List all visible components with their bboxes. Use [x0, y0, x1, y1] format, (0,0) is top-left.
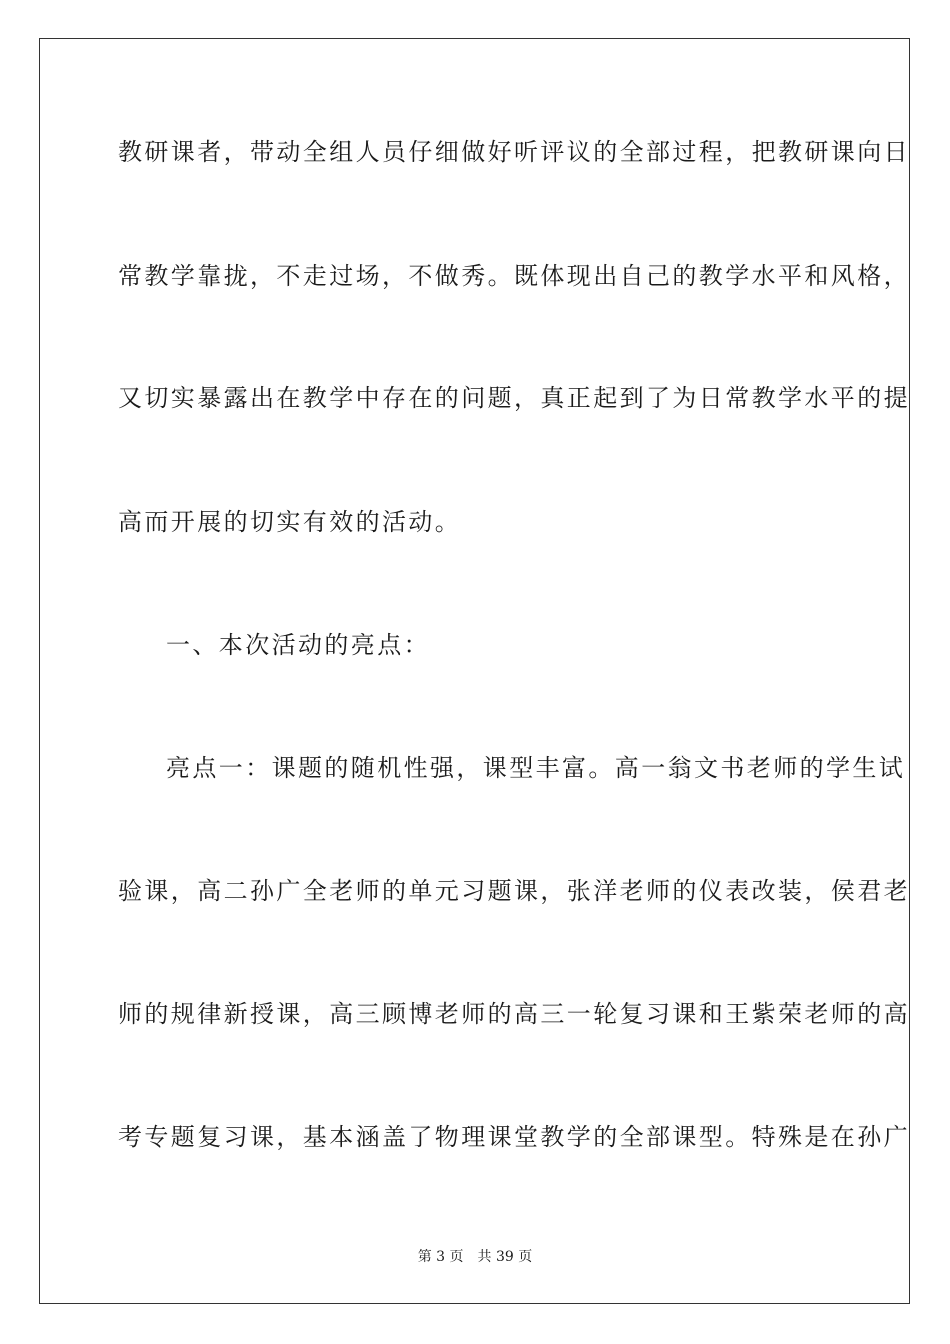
body-text-line: 考专题复习课，基本涵盖了物理课堂教学的全部课型。特殊是在孙广 — [118, 1123, 910, 1151]
body-text-line: 高而开展的切实有效的活动。 — [118, 508, 462, 536]
page-total: 共 39 页 — [477, 1249, 533, 1265]
page-border — [39, 38, 910, 1304]
body-text-line: 常教学靠拢，不走过场，不做秀。既体现出自己的教学水平和风格， — [118, 262, 910, 290]
page-footer — [0, 1248, 950, 1266]
body-text-line: 又切实暴露出在教学中存在的问题，真正起到了为日常教学水平的提 — [118, 384, 910, 412]
section-heading: 一、本次活动的亮点： — [166, 631, 430, 659]
body-text-line: 师的规律新授课，高三顾博老师的高三一轮复习课和王紫荣老师的高 — [118, 1000, 910, 1028]
body-text-line: 教研课者，带动全组人员仔细做好听评议的全部过程，把教研课向日 — [118, 138, 910, 166]
body-text-line: 亮点一：课题的随机性强，课型丰富。高一翁文书老师的学生试 — [166, 754, 906, 782]
page-number: 第 3 页 — [417, 1249, 464, 1265]
body-text-line: 验课，高二孙广全老师的单元习题课，张洋老师的仪表改装，侯君老 — [118, 877, 910, 905]
